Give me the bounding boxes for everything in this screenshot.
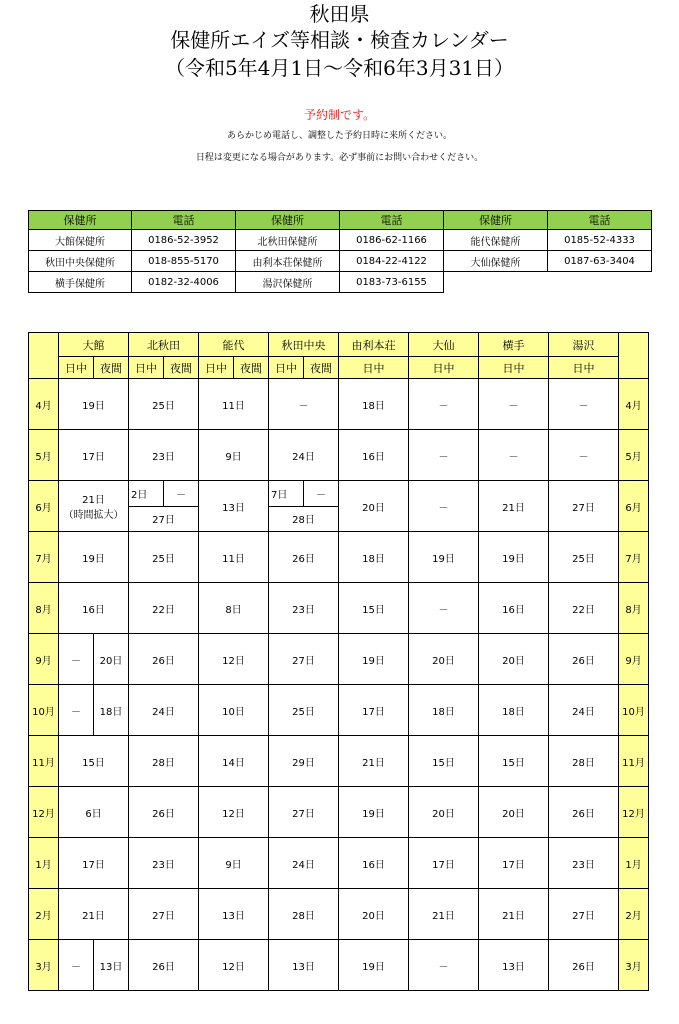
date-cell: 21日: [479, 889, 549, 940]
day-header: 日中: [479, 357, 549, 379]
office-header: 大館: [59, 333, 129, 357]
office-name: 由利本荘保健所: [236, 251, 340, 272]
night-date-cell: 20日: [94, 634, 129, 685]
date-cell: 15日: [59, 736, 129, 787]
contacts-header-row: [29, 211, 652, 230]
date-value: 21日: [82, 495, 105, 506]
date-cell: 21日: [479, 481, 549, 532]
date-cell: 25日: [129, 532, 199, 583]
date-cell: 25日: [549, 532, 619, 583]
month-label: 12月: [619, 787, 649, 838]
month-label: 1月: [29, 838, 59, 889]
office-phone: 0184-22-4122: [340, 251, 444, 272]
night-header: 夜間: [234, 357, 269, 379]
date-cell: 17日: [339, 685, 409, 736]
date-cell: 19日: [339, 940, 409, 991]
office-phone: 0183-73-6155: [340, 272, 444, 293]
office-phone: 0187-63-3404: [548, 251, 652, 272]
calendar-header-row: [29, 333, 649, 357]
date-cell: －: [549, 379, 619, 430]
date-cell: 26日: [549, 940, 619, 991]
date-cell: 23日: [129, 838, 199, 889]
date-cell: －: [479, 379, 549, 430]
date-cell: 27日: [129, 889, 199, 940]
date-cell: 16日: [339, 838, 409, 889]
date-cell: 20日: [339, 481, 409, 532]
day-header: 日中: [409, 357, 479, 379]
date-cell: 18日: [409, 685, 479, 736]
date-cell: 23日: [129, 430, 199, 481]
corner-cell: [29, 333, 59, 379]
date-cell: 13日: [479, 940, 549, 991]
calendar-subheader-row: [29, 357, 649, 379]
office-header: 由利本荘: [339, 333, 409, 357]
date-cell: 22日: [549, 583, 619, 634]
contacts-table: [28, 210, 652, 293]
date-cell: 27日: [549, 889, 619, 940]
date-cell: 13日: [199, 889, 269, 940]
month-row: [29, 940, 649, 991]
header-office: 保健所: [444, 211, 548, 230]
office-name: 秋田中央保健所: [29, 251, 132, 272]
month-row: [29, 532, 649, 583]
date-cell: 15日: [479, 736, 549, 787]
month-row: [29, 889, 649, 940]
contacts-row: [29, 251, 652, 272]
date-note: （時間拡大）: [63, 510, 124, 521]
date-cell: 22日: [129, 583, 199, 634]
date-cell: 17日: [409, 838, 479, 889]
month-label: 8月: [29, 583, 59, 634]
date-cell: 9日: [199, 430, 269, 481]
office-name: 能代保健所: [444, 230, 548, 251]
day-date-value: 2日: [129, 481, 164, 506]
date-cell: 15日: [409, 736, 479, 787]
month-label: 6月: [29, 481, 59, 532]
date-cell: 28日: [269, 889, 339, 940]
date-cell: 12日: [199, 940, 269, 991]
page-title: 保健所エイズ等相談・検査カレンダー: [170, 28, 509, 52]
header-phone: 電話: [548, 211, 652, 230]
day-header: 日中: [59, 357, 94, 379]
month-label: 6月: [619, 481, 649, 532]
date-cell: 18日: [339, 532, 409, 583]
office-name: 北秋田保健所: [236, 230, 340, 251]
date-cell: 26日: [129, 787, 199, 838]
date-cell: 10日: [199, 685, 269, 736]
day-header: 日中: [339, 357, 409, 379]
page-title-prefecture: 秋田県: [309, 2, 370, 26]
month-label: 5月: [619, 430, 649, 481]
empty-cell: [444, 272, 548, 293]
office-name: 湯沢保健所: [236, 272, 340, 293]
date-cell: 17日: [479, 838, 549, 889]
month-label: 5月: [29, 430, 59, 481]
date-cell: 8日: [199, 583, 269, 634]
month-label: 10月: [29, 685, 59, 736]
month-row: [29, 838, 649, 889]
date-cell: 20日: [479, 634, 549, 685]
office-phone: 0186-52-3952: [132, 230, 236, 251]
office-header: 北秋田: [129, 333, 199, 357]
contacts-row: [29, 230, 652, 251]
date-cell: 18日: [339, 379, 409, 430]
date-cell: 14日: [199, 736, 269, 787]
date-cell: 20日: [409, 787, 479, 838]
night-header: 夜間: [164, 357, 199, 379]
night-date-value: －: [304, 481, 339, 506]
day-header: 日中: [549, 357, 619, 379]
month-label: 10月: [619, 685, 649, 736]
date-cell: －: [479, 430, 549, 481]
calendar-table: [28, 332, 649, 991]
night-header: 夜間: [304, 357, 339, 379]
date-cell: 26日: [549, 787, 619, 838]
month-label: 1月: [619, 838, 649, 889]
month-row: [29, 736, 649, 787]
date-cell: 23日: [549, 838, 619, 889]
split-date-inner: [269, 481, 338, 531]
night-date-cell: 18日: [94, 685, 129, 736]
night-date-cell: 13日: [94, 940, 129, 991]
date-cell: 11日: [199, 532, 269, 583]
date-cell: 16日: [339, 430, 409, 481]
date-cell: 21日: [409, 889, 479, 940]
date-cell: 24日: [269, 838, 339, 889]
date-cell: 20日: [479, 787, 549, 838]
date-cell: －: [409, 583, 479, 634]
contacts-row: [29, 272, 652, 293]
date-cell: 19日: [479, 532, 549, 583]
date-cell: 27日: [269, 634, 339, 685]
date-cell: －: [409, 430, 479, 481]
month-row: [29, 787, 649, 838]
date-cell: 19日: [409, 532, 479, 583]
date-cell: 26日: [549, 634, 619, 685]
night-header: 夜間: [94, 357, 129, 379]
date-cell: －: [269, 379, 339, 430]
date-cell: －: [409, 379, 479, 430]
date-value: 27日: [152, 515, 175, 527]
office-phone: 018-855-5170: [132, 251, 236, 272]
month-row: [29, 379, 649, 430]
month-label: 4月: [29, 379, 59, 430]
date-cell: 28日: [129, 736, 199, 787]
date-cell: 25日: [269, 685, 339, 736]
date-cell: 23日: [269, 583, 339, 634]
office-phone: 0186-62-1166: [340, 230, 444, 251]
header-office: 保健所: [236, 211, 340, 230]
office-phone: 0185-52-4333: [548, 230, 652, 251]
office-header: 湯沢: [549, 333, 619, 357]
header-office: 保健所: [29, 211, 132, 230]
header-phone: 電話: [132, 211, 236, 230]
page-subtitle-period: （令和5年4月1日～令和6年3月31日）: [164, 56, 515, 80]
corner-cell: [619, 333, 649, 379]
month-label: 12月: [29, 787, 59, 838]
date-cell: －: [409, 940, 479, 991]
office-header: 秋田中央: [269, 333, 339, 357]
date-cell: 24日: [269, 430, 339, 481]
notice-line-2: 日程は変更になる場合があります。必ず事前にお問い合わせください。: [195, 153, 484, 163]
month-label: 2月: [29, 889, 59, 940]
office-header: 能代: [199, 333, 269, 357]
date-value: 28日: [292, 515, 315, 527]
date-cell: 6日: [59, 787, 129, 838]
header-phone: 電話: [340, 211, 444, 230]
month-label: 7月: [619, 532, 649, 583]
month-row: [29, 685, 649, 736]
day-header: 日中: [269, 357, 304, 379]
date-cell: 27日: [269, 787, 339, 838]
date-cell: 20日: [339, 889, 409, 940]
month-label: 7月: [29, 532, 59, 583]
date-cell: 19日: [339, 787, 409, 838]
date-cell: 28日: [549, 736, 619, 787]
day-header: 日中: [199, 357, 234, 379]
date-cell: 24日: [129, 685, 199, 736]
month-label: 4月: [619, 379, 649, 430]
notice-line-1: あらかじめ電話し、調整した予約日時に来所ください。: [226, 131, 452, 141]
day-date-value: 7日: [269, 481, 304, 506]
date-cell: 26日: [269, 532, 339, 583]
date-cell: 24日: [549, 685, 619, 736]
office-name: 大館保健所: [29, 230, 132, 251]
date-cell: 21日: [59, 889, 129, 940]
month-row: [29, 430, 649, 481]
split-date-cell: [269, 481, 339, 532]
date-cell: 25日: [129, 379, 199, 430]
date-cell: 15日: [339, 583, 409, 634]
night-date-value: －: [164, 481, 199, 506]
date-cell: 20日: [409, 634, 479, 685]
date-cell: 19日: [59, 379, 129, 430]
date-cell: 11日: [199, 379, 269, 430]
date-cell: 17日: [59, 430, 129, 481]
date-cell: 27日: [549, 481, 619, 532]
date-cell: －: [549, 430, 619, 481]
office-header: 横手: [479, 333, 549, 357]
day-date-cell: －: [59, 940, 94, 991]
office-header: 大仙: [409, 333, 479, 357]
month-row: [29, 583, 649, 634]
month-row: [29, 634, 649, 685]
month-label: 8月: [619, 583, 649, 634]
date-cell: 16日: [59, 583, 129, 634]
month-label: 3月: [29, 940, 59, 991]
day-date-cell: －: [59, 634, 94, 685]
date-cell: 9日: [199, 838, 269, 889]
date-cell: 12日: [199, 634, 269, 685]
date-cell: 19日: [59, 532, 129, 583]
month-label: 11月: [619, 736, 649, 787]
date-cell: 26日: [129, 940, 199, 991]
date-cell: 17日: [59, 838, 129, 889]
month-label: 9月: [29, 634, 59, 685]
date-cell: 18日: [479, 685, 549, 736]
date-cell: 13日: [199, 481, 269, 532]
office-name: 大仙保健所: [444, 251, 548, 272]
date-cell: 19日: [339, 634, 409, 685]
date-cell: 13日: [269, 940, 339, 991]
month-label: 3月: [619, 940, 649, 991]
date-cell: 12日: [199, 787, 269, 838]
date-cell: 29日: [269, 736, 339, 787]
day-date-cell: －: [59, 685, 94, 736]
date-cell: －: [409, 481, 479, 532]
date-cell: 21日: [339, 736, 409, 787]
office-phone: 0182-32-4006: [132, 272, 236, 293]
split-date-inner: [129, 481, 198, 531]
month-row: [29, 481, 649, 532]
split-date-cell: [129, 481, 199, 532]
month-label: 11月: [29, 736, 59, 787]
month-label: 2月: [619, 889, 649, 940]
date-cell: 26日: [129, 634, 199, 685]
date-cell: 16日: [479, 583, 549, 634]
month-label: 9月: [619, 634, 649, 685]
date-cell: [59, 481, 129, 532]
empty-cell: [548, 272, 652, 293]
office-name: 横手保健所: [29, 272, 132, 293]
reservation-notice: 予約制です。: [303, 108, 376, 122]
day-header: 日中: [129, 357, 164, 379]
